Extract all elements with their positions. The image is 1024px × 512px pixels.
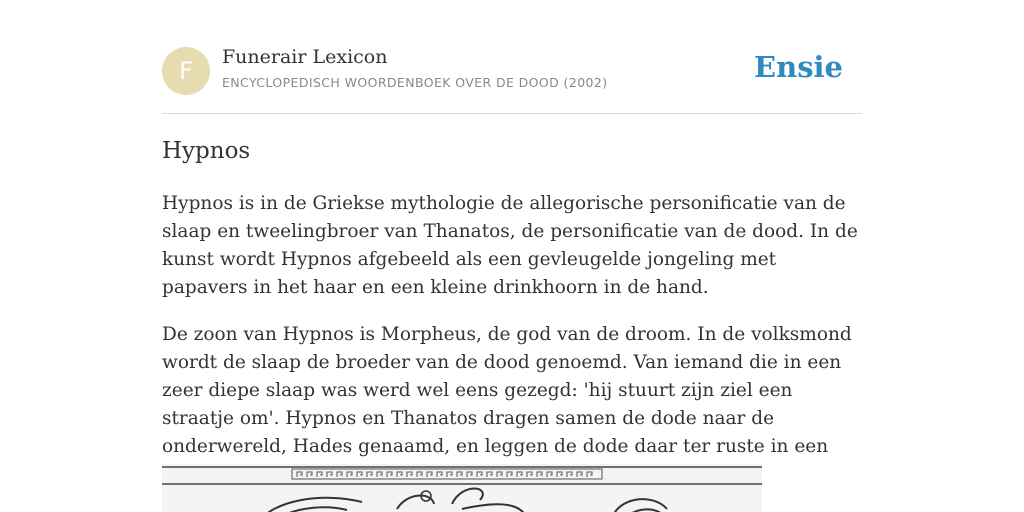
engraving-image: [162, 464, 762, 512]
header-divider: [162, 113, 862, 114]
brand-logo[interactable]: Ensie: [754, 50, 843, 84]
source-subtitle: ENCYCLOPEDISCH WOORDENBOEK OVER DE DOOD (2002): [222, 75, 608, 90]
engraving-illustration: [162, 464, 762, 512]
source-header: [162, 46, 862, 96]
avatar: F: [162, 47, 210, 95]
entry-paragraph: De zoon van Hypnos is Morpheus, de god van de droom. In de volksmond wordt de slaap de broeder van de dood genoemd. Van iemand die in een zeer diepe slaap was werd wel eens gezegd: 'hij stuurt zijn ziel een straatje om'. Hypnos en Thanatos dragen samen de dode naar de onderwereld, Hades genaamd, en leggen de dode daar ter ruste in een: [162, 324, 852, 457]
entry-paragraph: Hypnos is in de Griekse mythologie de allegorische personificatie van de slaap en tweelingbroer van Thanatos, de personificatie van de dood. In de kunst wordt Hypnos afgebeeld als een gevleugelde jongeling met papavers in het haar en een kleine drinkhoorn in de hand.: [162, 193, 858, 298]
source-title[interactable]: Funerair Lexicon: [222, 46, 388, 68]
entry-title: Hypnos: [162, 138, 251, 164]
